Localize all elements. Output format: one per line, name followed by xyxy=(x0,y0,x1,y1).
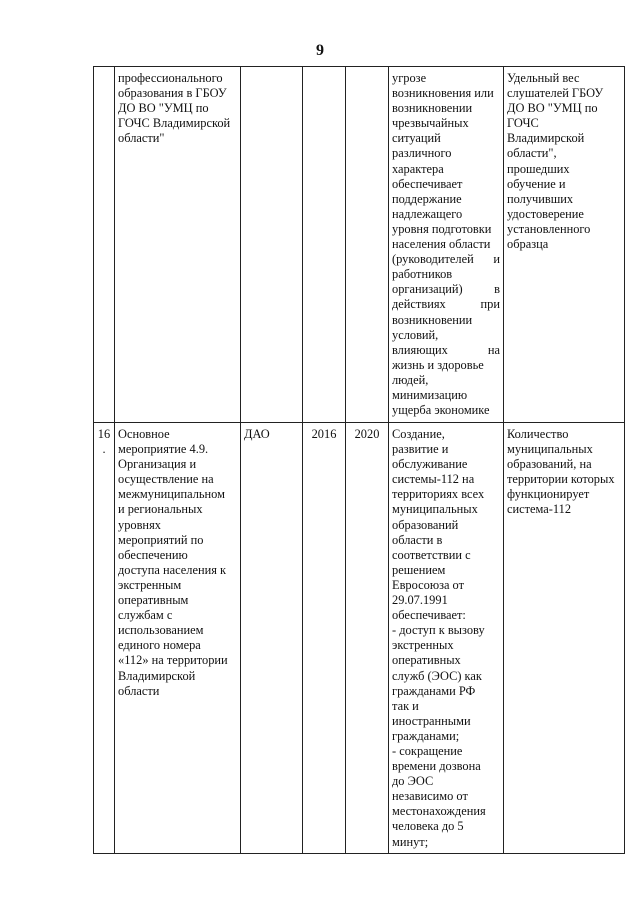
text-line: ГОЧС xyxy=(507,116,539,131)
text-line: удостоверение xyxy=(507,206,584,221)
text-line: местонахождения xyxy=(392,804,486,819)
text-line: муниципальных xyxy=(392,502,478,517)
text-line: области xyxy=(118,683,160,698)
text-line: территории которых xyxy=(507,472,615,487)
text-line: - сокращение xyxy=(392,743,463,758)
text-line: области" xyxy=(118,131,165,146)
text-line: угрозе xyxy=(392,71,427,85)
measures-table xyxy=(93,66,625,854)
text-line: минут; xyxy=(392,834,429,849)
indicator-cell xyxy=(504,423,625,854)
text-line: поддержание xyxy=(392,191,462,206)
text-line: возникновении xyxy=(392,101,473,116)
text-line: профессионального xyxy=(118,71,223,85)
text-line: получивших xyxy=(507,191,574,206)
text-line: ситуаций xyxy=(392,131,441,146)
text-line: Создание, xyxy=(392,427,445,441)
text-line: человека до 5 xyxy=(392,819,464,834)
text-line: ГОЧС Владимирской xyxy=(118,116,231,131)
text-line: характера xyxy=(392,161,444,176)
text-line: образований xyxy=(392,517,459,532)
text-line: жизнь и здоровье xyxy=(392,357,484,372)
text-line: (руководителей и xyxy=(392,252,500,267)
text-line: иностранными xyxy=(392,713,471,728)
text-line: чрезвычайных xyxy=(392,116,469,131)
text-line: функционирует xyxy=(507,487,590,502)
text-line: людей, xyxy=(392,372,429,387)
text-line: - доступ к вызову xyxy=(392,623,485,638)
text-line: условий, xyxy=(392,327,439,342)
text-line: ущерба экономике xyxy=(392,403,490,418)
text-line: Владимирской xyxy=(118,668,196,683)
activity-cell xyxy=(115,423,241,854)
text-line: использованием xyxy=(118,623,204,638)
text-line: система-112 xyxy=(507,502,572,517)
start-year-cell xyxy=(303,67,346,423)
text-line: и региональных xyxy=(118,502,203,517)
row-number-cell xyxy=(94,67,115,423)
text-line: до ЭОС xyxy=(392,774,434,789)
text-line: единого номера xyxy=(118,638,201,653)
text-line: влияющих на xyxy=(392,342,500,357)
text-line: установленного xyxy=(507,221,591,236)
text-line: области", xyxy=(507,146,557,161)
table-row xyxy=(94,67,625,423)
text-line: ДО ВО "УМЦ по xyxy=(118,101,209,116)
text-line: мероприятие 4.9. xyxy=(118,442,209,457)
text-line: межмуниципальном xyxy=(118,487,225,502)
text-line: соответствии с xyxy=(392,547,471,562)
text-line: решением xyxy=(392,562,446,577)
text-line: службам с xyxy=(118,608,173,623)
end-year-cell xyxy=(346,67,389,423)
text-line: работников xyxy=(392,267,453,282)
text-line: минимизацию xyxy=(392,387,468,402)
text-line: оперативным xyxy=(118,593,189,608)
text-line: организаций) в xyxy=(392,282,500,297)
text-line: обеспечивает: xyxy=(392,608,466,623)
text-line: области в xyxy=(392,532,443,547)
start-year-cell: 2016 xyxy=(303,423,346,854)
text-line: образований, на xyxy=(507,457,592,472)
result-cell xyxy=(389,67,504,423)
text-line: 29.07.1991 xyxy=(392,593,448,608)
text-line: обеспечению xyxy=(118,547,188,562)
text-line: оперативных xyxy=(392,653,461,668)
text-line: обеспечивает xyxy=(392,176,463,191)
page-number: 9 xyxy=(316,42,324,59)
text-line: доступа населения к xyxy=(118,562,227,577)
text-line: Основное xyxy=(118,427,170,441)
text-line: территориях всех xyxy=(392,487,485,502)
text-line: действиях при xyxy=(392,297,500,312)
text-line: мероприятий по xyxy=(118,532,204,547)
text-line: осуществление на xyxy=(118,472,214,487)
text-line: системы-112 на xyxy=(392,472,475,487)
activity-cell xyxy=(115,67,241,423)
table-row xyxy=(94,423,625,854)
text-line: муниципальных xyxy=(507,442,593,457)
executor-cell: ДАО xyxy=(241,423,303,854)
text-line: развитие и xyxy=(392,442,449,457)
result-cell xyxy=(389,423,504,854)
text-line: гражданами РФ xyxy=(392,683,476,698)
text-line: возникновения или xyxy=(392,86,494,101)
executor-cell xyxy=(241,67,303,423)
text-line: гражданами; xyxy=(392,728,460,743)
text-line: Евросоюза от xyxy=(392,577,465,592)
text-line: «112» на территории xyxy=(118,653,228,668)
text-line: Владимирской xyxy=(507,131,585,146)
text-line: уровня подготовки xyxy=(392,221,492,236)
text-line: обслуживание xyxy=(392,457,468,472)
text-line: слушателей ГБОУ xyxy=(507,86,604,101)
text-line: времени дозвона xyxy=(392,759,481,774)
text-line: Количество xyxy=(507,427,569,441)
text-line: надлежащего xyxy=(392,206,463,221)
text-line: Организация и xyxy=(118,457,197,472)
text-line: населения области xyxy=(392,237,491,252)
text-line: обучение и xyxy=(507,176,566,191)
indicator-cell xyxy=(504,67,625,423)
text-line: ДО ВО "УМЦ по xyxy=(507,101,598,116)
text-line: прошедших xyxy=(507,161,570,176)
row-number-cell: 16. xyxy=(94,423,115,854)
text-line: образца xyxy=(507,237,549,252)
text-line: так и xyxy=(392,698,419,713)
text-line: возникновении xyxy=(392,312,473,327)
text-line: уровнях xyxy=(118,517,161,532)
text-line: независимо от xyxy=(392,789,468,804)
text-line: различного xyxy=(392,146,452,161)
text-line: служб (ЭОС) как xyxy=(392,668,482,683)
text-line: образования в ГБОУ xyxy=(118,86,227,101)
end-year-cell: 2020 xyxy=(346,423,389,854)
text-line: Удельный вес xyxy=(507,71,580,85)
text-line: экстренных xyxy=(392,638,454,653)
text-line: экстренным xyxy=(118,577,182,592)
